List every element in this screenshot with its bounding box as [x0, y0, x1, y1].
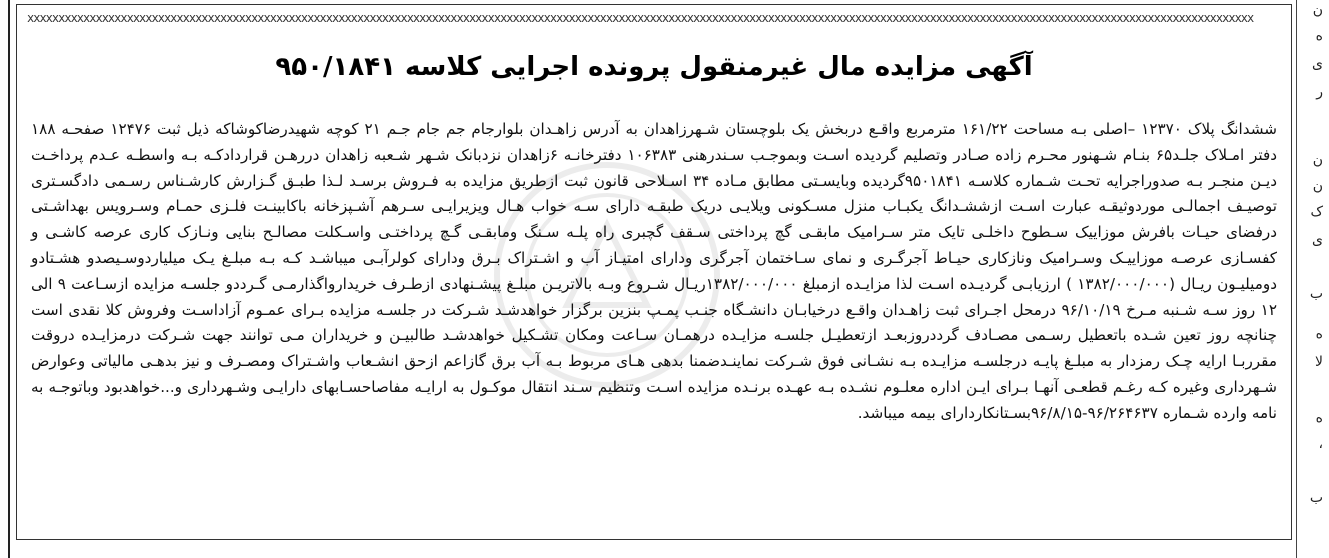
edge-glyph: ن: [1312, 152, 1323, 168]
edge-glyph: ب: [1309, 286, 1323, 302]
notice-body-text: ششدانگ پلاک ۱۲۳۷۰ –اصلی بـه مساحت ۱۶۱/۲۲ مترمربع واقـع دربخش یک بلوچستان شـهرزاهدان به آدرس زاهـدان بلوارجام جم جام جـم ۲۱ کوچه شهیدرضاکوشاکه ذیل ثبت ۱۲۴۷۶ صفحـه ۱۸۸ دفتر امـلاک جلـد۶۵ بنـام شـهنور محـرم زاده صـادر وتصلیم گردیده اسـت وبموجـب سـندرهنی ۱۰۶۳۸۳ دفترخانـه ۶زاهدان نزدبانک شـهر شـعبه زاهدان دررهـن قراردادکـه بـه واسطـه عـدم پرداخـت دیـن منجـر بـه صدوراجرایه تحـت شـماره کلاسـه ۹۵۰۱۸۴۱گردیده وبایسـتی مطابق مـاده ۳۴ اسـلاحی قانون ثبت ازطریق مزایده به فـروش برسـد لـذا طبـق گـزارش کارشـناس رسـمی دادگسـتری توصیـف اجمالـی موردوثیقـه عبارت اسـت ازششـدانگ یکبـاب منزل مسـکونی ویلایـی دریک طبقـه دارای سـه خواب هـال ویزیرایـی سـرهم آشـپزخانه باکابینـت فلـزی حمـام وسـرویس بهداشـتی درفضای حیـات بافرش موزاییک سـطوح داخلـی تایک متر سـرامیک مابقـی گچ پرداختی سـقف گچبری راه پلـه سـنگ ومابقـی گـچ پرداختـی واسـکلت مصالـح بنایی ونـازک کاری عرصه کاشـی و کفسـازی عرصـه موزاییـک وسـرامیک ونازکاری حیـاط آجرگـری و نمای سـاختمان آجرگری ودارای امتیـاز آب و اشـتراک بـرق ودارای کولرآبـی میباشـد کـه بـه مبلـغ یـک میلیاردوسـیصدو هشـتادو دومیلیـون ریـال (۱۳۸۲/۰۰۰/۰۰۰ ) ارزیابـی گردیـده اسـت لذا مزایـده ازمبلغ ۱۳۸۲/۰۰۰/۰۰۰ریـال شـروع وبـه بالاتریـن مبلـغ پیشـنهادی ازطـرف خریدارواگذارمـی گـرددو جلسـه مزایده ازسـاعت ۹ الی ۱۲ روز سـه شـنبه مـرخ ۹۶/۱۰/۱۹ درمحل اجـرای ثبت زاهـدان واقـع درخیابـان دانشـگاه جنـب پمـپ بنزین برگزار خواهدشـد شـرکت در جلسـه مزایده بـرای عمـوم آزاداسـت وفروش کلا نقدی است چنانچه روز تعین شـده باتعطیل رسـمی مصـادف گرددروزبعـد ازتعطیـل جلسـه مزایـده درهمـان سـاعت ومکان تشـکیل خواهدشـد طالبیـن و خریداران مـی توانند جهت شـرکت درمزایـده دروقت مقرربـا ارایه چـک رمزدار به مبلـغ پایـه درجلسـه مزایـده بـه نشـانی فوق شـرکت نماینـدضمنا بدهی هـای مربوط بـه آب برق گازاعم ازحق انشـعاب واشـتراک ومصـرف و نیز بدهـی مالیاتی وعوارض شـهرداری وغیره کـه رغـم قطعـی آنهـا بـرای ایـن اداره معلـوم نشـده بـه عهـده برنـده مزایده اسـت وتنظیم سـند انتقال موکـول به ارایـه مفاصاحسـابهای دارایـی وشـهرداری و...خواهدبود وباتوجـه به نامه وارده شـماره ۹۶/۲۶۴۶۳۷-۹۶/۸/۱۵بسـتانکاردارای بیمه میباشد.: [31, 120, 1277, 422]
edge-glyph: ه: [1315, 326, 1323, 342]
adjacent-column-cutoff: [1298, 0, 1329, 558]
edge-glyph: ر: [1316, 84, 1323, 100]
decorative-border-pattern: xxxxxxxxxxxxxxxxxxxxxxxxxxxxxxxxxxxxxxxxxxxxxxxxxxxxxxxxxxxxxxxxxxxxxxxxxxxxxxxxxxxxxxxxxxxxxxxxxxxxxxxxxxxxxxxxxxxxxxxxxxxxxxxxxxxxxxxxxxxxxxxxxxxxxxxxxxxxxxxxxxxxxxxxxxxxxxxxxxxxxxxxxxxxxxxxxxxxx: [27, 11, 1254, 25]
column-divider: [1296, 0, 1297, 558]
auction-notice-box: [16, 4, 1292, 540]
edge-glyph: ن: [1312, 2, 1323, 18]
edge-glyph: ن: [1312, 178, 1323, 194]
edge-glyph: ،: [1318, 436, 1323, 452]
edge-glyph: ب: [1309, 490, 1323, 506]
edge-glyph: لا: [1315, 354, 1323, 370]
edge-glyph: ی: [1312, 232, 1323, 248]
notice-title: آگهی مزایده مال غیرمنقول پرونده اجرایی کلاسه ۹۵۰/۱۸۴۱: [275, 52, 1033, 82]
edge-glyph: ک: [1310, 204, 1323, 220]
edge-glyph: ه: [1315, 28, 1323, 44]
edge-glyph: ی: [1312, 56, 1323, 72]
left-margin-rule: [8, 0, 10, 558]
edge-glyph: ه: [1315, 410, 1323, 426]
